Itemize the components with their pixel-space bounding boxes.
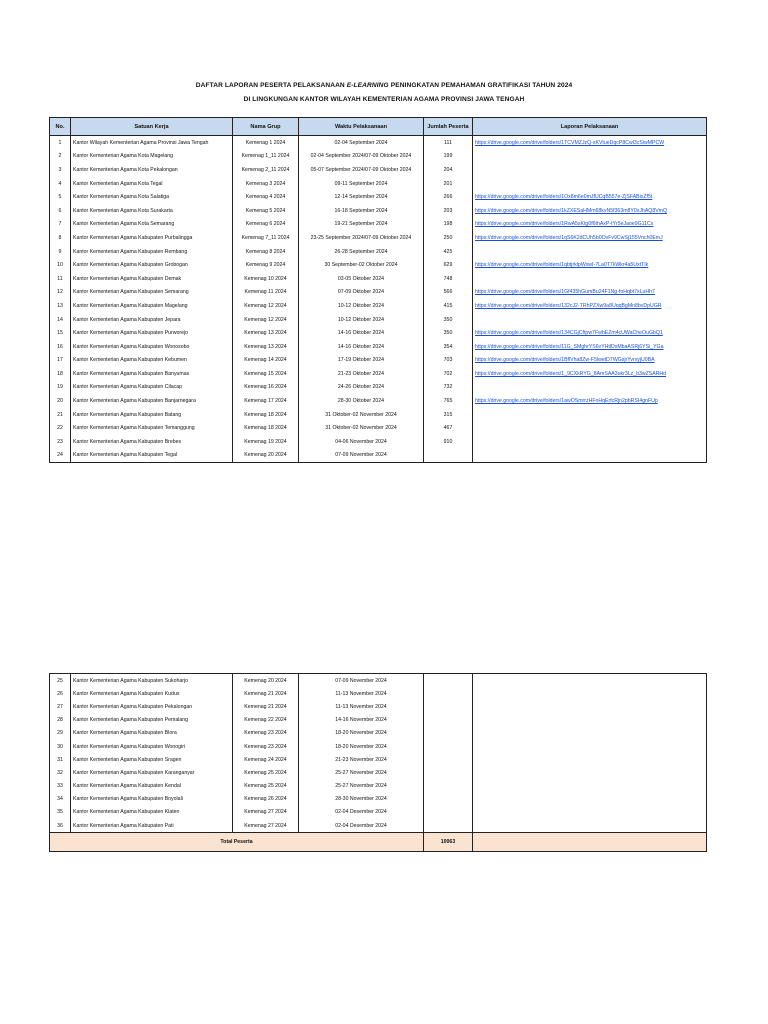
row-no: 30 — [50, 740, 71, 753]
row-no: 14 — [50, 313, 71, 327]
row-no: 9 — [50, 245, 71, 259]
row-nama-grup: Kemenag 22 2024 — [233, 714, 299, 727]
row-laporan-link — [473, 435, 707, 449]
row-jumlah-peserta: 198 — [424, 218, 473, 232]
row-waktu-pelaksanaan: 31 Oktober-02 November 2024 — [299, 421, 424, 435]
row-waktu-pelaksanaan: 14-16 Oktober 2024 — [299, 340, 424, 354]
row-satuan-kerja: Kantor Kementerian Agama Kabupaten Karanganyar — [71, 766, 233, 779]
row-no: 36 — [50, 819, 71, 833]
row-waktu-pelaksanaan: 11-13 November 2024 — [299, 700, 424, 713]
table-row — [50, 700, 707, 713]
row-laporan-link[interactable]: https://drive.google.com/drive/folders/134CGjCftpw7FwhEZm4cUWaCheOuGbQ1 — [473, 326, 707, 340]
row-nama-grup: Kemenag 25 2024 — [233, 780, 299, 793]
row-laporan-link — [473, 714, 707, 727]
row-satuan-kerja: Kantor Kementerian Agama Kabupaten Blora — [71, 727, 233, 740]
row-nama-grup: Kemenag 5 2024 — [233, 204, 299, 218]
row-no: 1 — [50, 136, 71, 150]
row-waktu-pelaksanaan: 04-06 November 2024 — [299, 435, 424, 449]
row-satuan-kerja: Kantor Kementerian Agama Kabupaten Magelang — [71, 299, 233, 313]
row-nama-grup: Kemenag 18 2024 — [233, 421, 299, 435]
row-nama-grup: Kemenag 3 2024 — [233, 177, 299, 191]
row-no: 12 — [50, 286, 71, 300]
row-waktu-pelaksanaan: 24-26 Oktober 2024 — [299, 381, 424, 395]
row-no: 15 — [50, 326, 71, 340]
row-no: 16 — [50, 340, 71, 354]
row-no: 10 — [50, 258, 71, 272]
row-waktu-pelaksanaan: 02-04 September 2024/07-09 Oktober 2024 — [299, 150, 424, 164]
row-nama-grup: Kemenag 24 2024 — [233, 753, 299, 766]
table-row — [50, 150, 707, 164]
row-no: 20 — [50, 394, 71, 408]
table-row — [50, 408, 707, 422]
row-jumlah-peserta: 250 — [424, 231, 473, 245]
row-laporan-link[interactable]: https://drive.google.com/drive/folders/1qS6K2dCUh5b0OvFv9CwSj155Vnch0EmJ — [473, 231, 707, 245]
row-waktu-pelaksanaan: 28-30 November 2024 — [299, 793, 424, 806]
row-satuan-kerja: Kantor Kementerian Agama Kabupaten Klaten — [71, 806, 233, 819]
row-nama-grup: Kemenag 18 2024 — [233, 408, 299, 422]
table-row — [50, 449, 707, 463]
row-laporan-link[interactable]: https://drive.google.com/drive/folders/1_9CXkRYG_8AmSAA3ukr3Lz_b3wZSARHd — [473, 367, 707, 381]
table-row — [50, 286, 707, 300]
row-no: 7 — [50, 218, 71, 232]
row-jumlah-peserta — [424, 674, 473, 688]
row-no: 33 — [50, 780, 71, 793]
row-nama-grup: Kemenag 6 2024 — [233, 218, 299, 232]
row-waktu-pelaksanaan: 09-11 September 2024 — [299, 177, 424, 191]
table-row — [50, 177, 707, 191]
row-waktu-pelaksanaan: 07-09 November 2024 — [299, 449, 424, 463]
row-no: 31 — [50, 753, 71, 766]
row-jumlah-peserta: 910 — [424, 435, 473, 449]
row-waktu-pelaksanaan: 18-20 November 2024 — [299, 740, 424, 753]
table-body-page1 — [50, 136, 707, 463]
header-no: No. — [50, 118, 71, 136]
row-nama-grup: Kemenag 4 2024 — [233, 190, 299, 204]
row-nama-grup: Kemenag 13 2024 — [233, 340, 299, 354]
row-no: 17 — [50, 354, 71, 368]
table-row — [50, 272, 707, 286]
row-laporan-link — [473, 381, 707, 395]
row-laporan-link — [473, 740, 707, 753]
row-laporan-link[interactable]: https://drive.google.com/drive/folders/1TCVMZJzQ-sKVtueDqcP8Cwl3cSiwMPCW — [473, 136, 707, 150]
table-row — [50, 136, 707, 150]
row-nama-grup: Kemenag 26 2024 — [233, 793, 299, 806]
row-satuan-kerja: Kantor Kementerian Agama Kabupaten Sragen — [71, 753, 233, 766]
row-laporan-link — [473, 245, 707, 259]
row-jumlah-peserta: 748 — [424, 272, 473, 286]
row-no: 24 — [50, 449, 71, 463]
row-nama-grup: Kemenag 1 2024 — [233, 136, 299, 150]
row-waktu-pelaksanaan: 07-09 November 2024 — [299, 674, 424, 688]
row-laporan-link — [473, 674, 707, 688]
row-waktu-pelaksanaan: 18-20 November 2024 — [299, 727, 424, 740]
row-no: 21 — [50, 408, 71, 422]
row-jumlah-peserta: 765 — [424, 394, 473, 408]
row-satuan-kerja: Kantor Kementerian Agama Kabupaten Boyolali — [71, 793, 233, 806]
row-waktu-pelaksanaan: 19-21 September 2024 — [299, 218, 424, 232]
row-jumlah-peserta: 425 — [424, 245, 473, 259]
table-row — [50, 354, 707, 368]
row-nama-grup: Kemenag 1_11 2024 — [233, 150, 299, 164]
row-jumlah-peserta: 266 — [424, 190, 473, 204]
row-jumlah-peserta — [424, 727, 473, 740]
row-laporan-link[interactable]: https://drive.google.com/drive/folders/1Ox8m6e0mJfUCqB557e-ZjSFABixZf5t — [473, 190, 707, 204]
report-table — [49, 117, 707, 463]
row-satuan-kerja: Kantor Kementerian Agama Kabupaten Rembang — [71, 245, 233, 259]
table-header-row — [50, 118, 707, 136]
row-nama-grup: Kemenag 7_11 2024 — [233, 231, 299, 245]
table-row — [50, 381, 707, 395]
row-satuan-kerja: Kantor Kementerian Agama Kota Semarang — [71, 218, 233, 232]
row-waktu-pelaksanaan: 21-23 Oktober 2024 — [299, 367, 424, 381]
row-jumlah-peserta: 415 — [424, 299, 473, 313]
header-jumlah-peserta: Jumlah Peserta — [424, 118, 473, 136]
row-no: 19 — [50, 381, 71, 395]
row-laporan-link[interactable]: https://drive.google.com/drive/folders/1RwA5sKtg0f6thAxP-tYr5eJaoe9G11Cs — [473, 218, 707, 232]
row-laporan-link — [473, 449, 707, 463]
row-jumlah-peserta: 203 — [424, 204, 473, 218]
row-no: 8 — [50, 231, 71, 245]
row-jumlah-peserta: 702 — [424, 367, 473, 381]
row-satuan-kerja: Kantor Kementerian Agama Kabupaten Cilacap — [71, 381, 233, 395]
row-jumlah-peserta: 350 — [424, 313, 473, 327]
row-jumlah-peserta: 111 — [424, 136, 473, 150]
row-jumlah-peserta: 732 — [424, 381, 473, 395]
row-waktu-pelaksanaan: 25-27 November 2024 — [299, 766, 424, 779]
row-nama-grup: Kemenag 16 2024 — [233, 381, 299, 395]
row-satuan-kerja: Kantor Kementerian Agama Kabupaten Purworejo — [71, 326, 233, 340]
row-no: 3 — [50, 163, 71, 177]
table-row — [50, 326, 707, 340]
row-no: 4 — [50, 177, 71, 191]
row-waktu-pelaksanaan: 05-07 September 2024/07-09 Oktober 2024 — [299, 163, 424, 177]
table-row — [50, 163, 707, 177]
row-no: 11 — [50, 272, 71, 286]
row-jumlah-peserta: 199 — [424, 150, 473, 164]
row-jumlah-peserta — [424, 753, 473, 766]
table-row — [50, 753, 707, 766]
row-waktu-pelaksanaan: 17-19 Oktober 2024 — [299, 354, 424, 368]
row-laporan-link — [473, 727, 707, 740]
row-jumlah-peserta: 354 — [424, 340, 473, 354]
row-no: 13 — [50, 299, 71, 313]
row-no: 29 — [50, 727, 71, 740]
row-satuan-kerja: Kantor Kementerian Agama Kabupaten Brebes — [71, 435, 233, 449]
header-laporan-pelaksanaan: Laporan Pelaksanaan — [473, 118, 707, 136]
total-row — [50, 833, 707, 852]
table-row — [50, 394, 707, 408]
row-laporan-link[interactable]: https://drive.google.com/drive/folders/1Gf435hGumBu24F1Ng-foHqbt7xLuHh7 — [473, 286, 707, 300]
row-laporan-link[interactable]: https://drive.google.com/drive/folders/1awOSmrrzHFnHqErfcRjn2pbRSI4gnFUp — [473, 394, 707, 408]
row-waktu-pelaksanaan: 11-13 November 2024 — [299, 687, 424, 700]
row-waktu-pelaksanaan: 21-23 November 2024 — [299, 753, 424, 766]
row-waktu-pelaksanaan: 14-16 Oktober 2024 — [299, 326, 424, 340]
row-waktu-pelaksanaan: 30 September-02 Oktober 2024 — [299, 258, 424, 272]
row-laporan-link — [473, 700, 707, 713]
row-waktu-pelaksanaan: 02-04 Desember 2024 — [299, 806, 424, 819]
row-no: 23 — [50, 435, 71, 449]
row-satuan-kerja: Kantor Kementerian Agama Kabupaten Jepara — [71, 313, 233, 327]
table-row — [50, 258, 707, 272]
row-waktu-pelaksanaan: 12-14 September 2024 — [299, 190, 424, 204]
row-nama-grup: Kemenag 23 2024 — [233, 727, 299, 740]
row-nama-grup: Kemenag 10 2024 — [233, 272, 299, 286]
row-satuan-kerja: Kantor Kementerian Agama Kabupaten Demak — [71, 272, 233, 286]
row-nama-grup: Kemenag 15 2024 — [233, 367, 299, 381]
row-laporan-link — [473, 163, 707, 177]
row-nama-grup: Kemenag 20 2024 — [233, 674, 299, 688]
row-jumlah-peserta — [424, 700, 473, 713]
row-laporan-link — [473, 272, 707, 286]
row-waktu-pelaksanaan: 07-09 Oktober 2024 — [299, 286, 424, 300]
row-nama-grup: Kemenag 12 2024 — [233, 299, 299, 313]
table-row — [50, 435, 707, 449]
row-waktu-pelaksanaan: 03-05 Oktober 2024 — [299, 272, 424, 286]
table-row — [50, 819, 707, 833]
row-nama-grup: Kemenag 19 2024 — [233, 435, 299, 449]
row-laporan-link — [473, 687, 707, 700]
header-waktu-pelaksanaan: Waktu Pelaksanaan — [299, 118, 424, 136]
row-nama-grup: Kemenag 21 2024 — [233, 700, 299, 713]
table-row — [50, 421, 707, 435]
row-nama-grup: Kemenag 27 2024 — [233, 819, 299, 833]
row-no: 25 — [50, 674, 71, 688]
row-laporan-link — [473, 793, 707, 806]
row-jumlah-peserta — [424, 740, 473, 753]
row-satuan-kerja: Kantor Kementerian Agama Kota Magelang — [71, 150, 233, 164]
row-jumlah-peserta: 204 — [424, 163, 473, 177]
table-row — [50, 340, 707, 354]
row-waktu-pelaksanaan: 14-16 November 2024 — [299, 714, 424, 727]
row-no: 26 — [50, 687, 71, 700]
table-row — [50, 367, 707, 381]
row-satuan-kerja: Kantor Wilayah Kementerian Agama Provinsi Jawa Tengah — [71, 136, 233, 150]
table-row — [50, 740, 707, 753]
row-laporan-link — [473, 421, 707, 435]
row-satuan-kerja: Kantor Kementerian Agama Kabupaten Kudus — [71, 687, 233, 700]
row-laporan-link[interactable]: https://drive.google.com/drive/folders/132cJ2-TRhPZXw9a8UqqBgMn8bvDpUGR — [473, 299, 707, 313]
row-satuan-kerja: Kantor Kementerian Agama Kota Tegal — [71, 177, 233, 191]
row-jumlah-peserta — [424, 819, 473, 833]
table-row — [50, 766, 707, 779]
row-nama-grup: Kemenag 9 2024 — [233, 258, 299, 272]
row-no: 34 — [50, 793, 71, 806]
table-row — [50, 218, 707, 232]
row-jumlah-peserta: 315 — [424, 408, 473, 422]
row-laporan-link — [473, 806, 707, 819]
row-laporan-link[interactable]: https://drive.google.com/drive/folders/1BflVha8Zw-F5lwetD7WGsjrYvrxyjU0BA — [473, 354, 707, 368]
row-jumlah-peserta: 350 — [424, 326, 473, 340]
row-waktu-pelaksanaan: 16-18 September 2024 — [299, 204, 424, 218]
table-row — [50, 299, 707, 313]
row-satuan-kerja: Kantor Kementerian Agama Kabupaten Pati — [71, 819, 233, 833]
row-no: 27 — [50, 700, 71, 713]
table-row — [50, 687, 707, 700]
row-jumlah-peserta — [424, 766, 473, 779]
row-laporan-link — [473, 177, 707, 191]
row-jumlah-peserta — [424, 780, 473, 793]
row-satuan-kerja: Kantor Kementerian Agama Kabupaten Sukoharjo — [71, 674, 233, 688]
row-nama-grup: Kemenag 25 2024 — [233, 766, 299, 779]
row-laporan-link — [473, 766, 707, 779]
row-jumlah-peserta — [424, 806, 473, 819]
row-no: 6 — [50, 204, 71, 218]
row-laporan-link — [473, 753, 707, 766]
table-row — [50, 313, 707, 327]
row-nama-grup: Kemenag 23 2024 — [233, 740, 299, 753]
row-nama-grup: Kemenag 21 2024 — [233, 687, 299, 700]
row-satuan-kerja: Kantor Kementerian Agama Kabupaten Wonosobo — [71, 340, 233, 354]
row-waktu-pelaksanaan: 31 Oktober-02 November 2024 — [299, 408, 424, 422]
row-waktu-pelaksanaan: 23-25 September 2024/07-09 Oktober 2024 — [299, 231, 424, 245]
row-laporan-link — [473, 150, 707, 164]
row-satuan-kerja: Kantor Kementerian Agama Kabupaten Grobogan — [71, 258, 233, 272]
row-waktu-pelaksanaan: 02-04 September 2024 — [299, 136, 424, 150]
row-nama-grup: Kemenag 20 2024 — [233, 449, 299, 463]
row-no: 22 — [50, 421, 71, 435]
row-nama-grup: Kemenag 27 2024 — [233, 806, 299, 819]
row-waktu-pelaksanaan: 02-04 Desember 2024 — [299, 819, 424, 833]
row-nama-grup: Kemenag 2_11 2024 — [233, 163, 299, 177]
row-no: 28 — [50, 714, 71, 727]
row-laporan-link[interactable]: https://drive.google.com/drive/folders/11G_SMghrYS6vYHtlDxMbaASRj6YSi_YGa — [473, 340, 707, 354]
row-jumlah-peserta — [424, 714, 473, 727]
total-value: 10063 — [424, 833, 473, 852]
row-laporan-link — [473, 819, 707, 833]
row-waktu-pelaksanaan: 10-12 Oktober 2024 — [299, 313, 424, 327]
row-jumlah-peserta: 629 — [424, 258, 473, 272]
row-satuan-kerja: Kantor Kementerian Agama Kabupaten Pemalang — [71, 714, 233, 727]
row-nama-grup: Kemenag 11 2024 — [233, 286, 299, 300]
row-laporan-link — [473, 780, 707, 793]
table-row — [50, 793, 707, 806]
row-laporan-link[interactable]: https://drive.google.com/drive/folders/1kZXESaHMm68kvN5f363m8Y0xJhAQ8VmQ — [473, 204, 707, 218]
row-jumlah-peserta: 703 — [424, 354, 473, 368]
row-satuan-kerja: Kantor Kementerian Agama Kota Surakarta — [71, 204, 233, 218]
table-row — [50, 780, 707, 793]
row-jumlah-peserta: 566 — [424, 286, 473, 300]
row-no: 2 — [50, 150, 71, 164]
row-no: 32 — [50, 766, 71, 779]
row-waktu-pelaksanaan: 10-12 Oktober 2024 — [299, 299, 424, 313]
row-satuan-kerja: Kantor Kementerian Agama Kabupaten Kebumen — [71, 354, 233, 368]
row-satuan-kerja: Kantor Kementerian Agama Kabupaten Tegal — [71, 449, 233, 463]
table-row — [50, 674, 707, 688]
document-title: DAFTAR LAPORAN PESERTA PELAKSANAAN E-LEARNING PENINGKATAN PEMAHAMAN GRATIFIKASI TAHUN 2024 — [195, 82, 573, 89]
row-satuan-kerja: Kantor Kementerian Agama Kabupaten Wonogiri — [71, 740, 233, 753]
row-nama-grup: Kemenag 13 2024 — [233, 326, 299, 340]
report-table-continued — [49, 673, 707, 852]
row-satuan-kerja: Kantor Kementerian Agama Kota Salatiga — [71, 190, 233, 204]
row-no: 18 — [50, 367, 71, 381]
row-satuan-kerja: Kantor Kementerian Agama Kabupaten Batang — [71, 408, 233, 422]
row-laporan-link — [473, 408, 707, 422]
table-row — [50, 245, 707, 259]
row-no: 5 — [50, 190, 71, 204]
row-satuan-kerja: Kantor Kementerian Agama Kabupaten Semarang — [71, 286, 233, 300]
row-laporan-link — [473, 313, 707, 327]
row-nama-grup: Kemenag 14 2024 — [233, 354, 299, 368]
row-waktu-pelaksanaan: 28-30 Oktober 2024 — [299, 394, 424, 408]
row-satuan-kerja: Kantor Kementerian Agama Kabupaten Temanggung — [71, 421, 233, 435]
table-row — [50, 806, 707, 819]
row-nama-grup: Kemenag 17 2024 — [233, 394, 299, 408]
table-row — [50, 727, 707, 740]
header-satuan-kerja: Satuan Kerja — [71, 118, 233, 136]
row-satuan-kerja: Kantor Kementerian Agama Kabupaten Purbalingga — [71, 231, 233, 245]
row-laporan-link[interactable]: https://drive.google.com/drive/folders/1qbtjrklpWxwI-7La0T7kWkr4a5UxtTIk — [473, 258, 707, 272]
row-jumlah-peserta: 467 — [424, 421, 473, 435]
row-satuan-kerja: Kantor Kementerian Agama Kota Pekalongan — [71, 163, 233, 177]
row-satuan-kerja: Kantor Kementerian Agama Kabupaten Kendal — [71, 780, 233, 793]
row-satuan-kerja: Kantor Kementerian Agama Kabupaten Pekalongan — [71, 700, 233, 713]
row-waktu-pelaksanaan: 26-28 September 2024 — [299, 245, 424, 259]
header-nama-grup: Nama Grup — [233, 118, 299, 136]
table-row — [50, 190, 707, 204]
row-satuan-kerja: Kantor Kementerian Agama Kabupaten Banjarnegara — [71, 394, 233, 408]
row-no: 35 — [50, 806, 71, 819]
row-nama-grup: Kemenag 12 2024 — [233, 313, 299, 327]
row-jumlah-peserta — [424, 687, 473, 700]
row-nama-grup: Kemenag 8 2024 — [233, 245, 299, 259]
table-row — [50, 231, 707, 245]
table-row — [50, 204, 707, 218]
table-row — [50, 714, 707, 727]
row-jumlah-peserta: 201 — [424, 177, 473, 191]
total-empty-cell — [473, 833, 707, 852]
total-label: Total Peserta — [50, 833, 424, 852]
table-body-page2 — [50, 674, 707, 833]
row-waktu-pelaksanaan: 25-27 November 2024 — [299, 780, 424, 793]
row-satuan-kerja: Kantor Kementerian Agama Kabupaten Banyumas — [71, 367, 233, 381]
document-subtitle: DI LINGKUNGAN KANTOR WILAYAH KEMENTERIAN AGAMA PROVINSI JAWA TENGAH — [243, 96, 525, 103]
row-jumlah-peserta — [424, 793, 473, 806]
row-jumlah-peserta — [424, 449, 473, 463]
